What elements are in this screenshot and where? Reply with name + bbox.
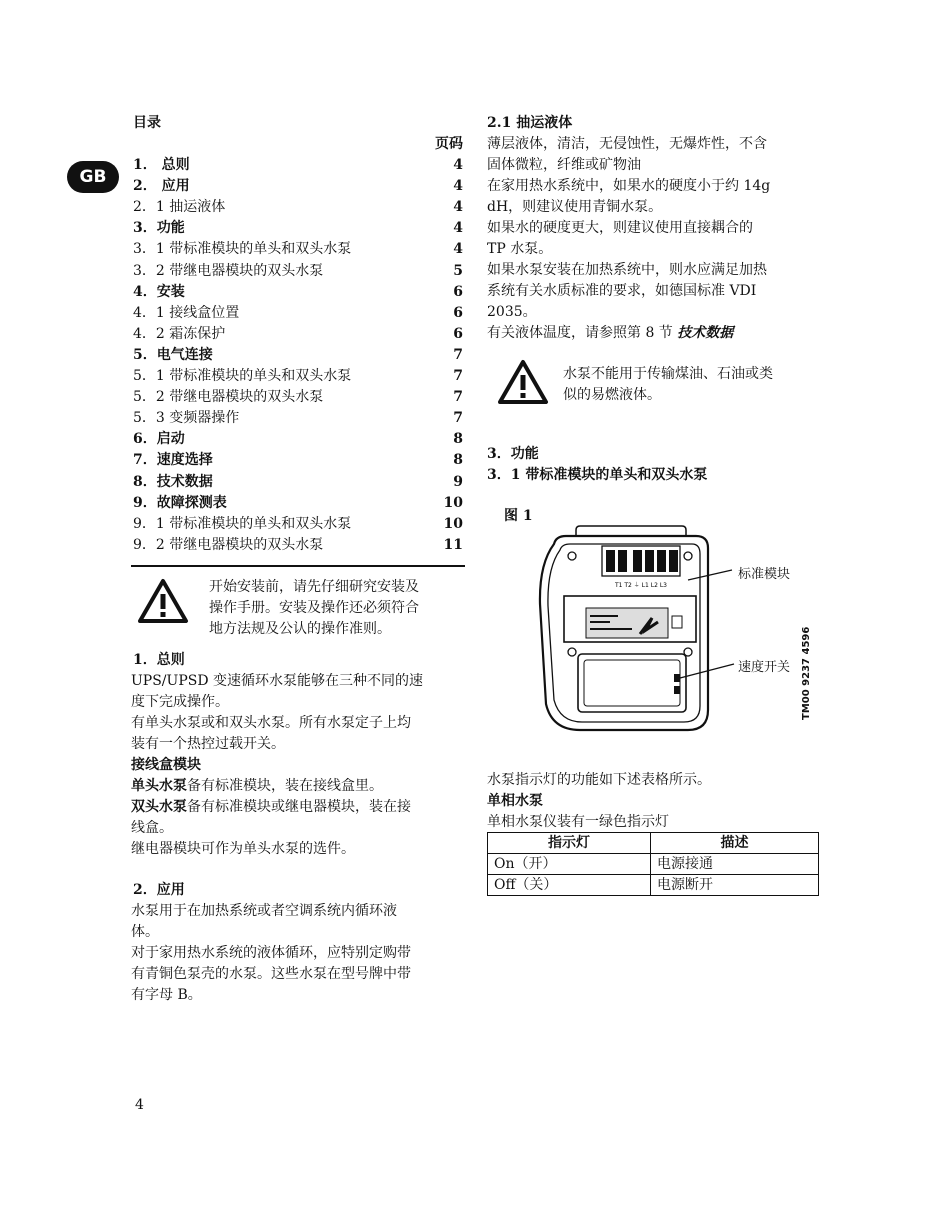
flammable-warning-text: 水泵不能用于传输煤油、石油或类 似的易燃液体。 xyxy=(563,366,773,403)
warning-icon xyxy=(497,359,549,405)
toc-entry xyxy=(133,197,463,218)
toc-entry-label: 3．2 带继电器模块的双头水泵 xyxy=(133,262,324,279)
table-cell: 电源接通 xyxy=(651,854,819,875)
toc-entry-page: 5 xyxy=(453,262,463,279)
toc-entry-label: 1． 总则 xyxy=(133,157,190,173)
toc-page-header: 页码 xyxy=(435,136,463,152)
toc-entry xyxy=(133,261,463,282)
toc-entry xyxy=(133,429,463,450)
toc-entry-page: 8 xyxy=(453,431,463,448)
toc-entry xyxy=(133,282,463,303)
table-row xyxy=(488,875,819,896)
toc-title: 目录 xyxy=(133,115,161,131)
toc-entry-page: 6 xyxy=(453,304,463,321)
figure-label: 图 1 xyxy=(504,508,533,524)
toc-entry-label: 3．1 带标准模块的单头和双头水泵 xyxy=(133,241,352,258)
section-2-1-heading: 2.1 抽运液体 xyxy=(487,115,573,131)
table-header-row xyxy=(488,833,819,854)
toc-entry-label: 9．1 带标准模块的单头和双头水泵 xyxy=(133,515,352,532)
toc-entry-page: 7 xyxy=(453,410,463,427)
toc-entry-page: 7 xyxy=(453,368,463,384)
toc-entry xyxy=(133,514,463,535)
section-3-1-heading: 3．1 带标准模块的单头和双头水泵 xyxy=(487,467,708,483)
section-2-body: 水泵用于在加热系统或者空调系统内循环液 体。 对于家用热水系统的液体循环，应特别定购带 有青铜色泵壳的水泵。这些水泵在型号牌中带 有字母 B。 xyxy=(131,903,411,1003)
divider xyxy=(131,565,465,567)
table-cell: Off（关） xyxy=(488,875,651,896)
toc-entry-label: 3．功能 xyxy=(133,220,185,237)
toc-entry-page: 4 xyxy=(453,220,463,237)
toc-entry-page: 4 xyxy=(453,178,463,195)
toc-entry-page: 6 xyxy=(453,283,463,300)
toc-entry-label: 5．1 带标准模块的单头和双头水泵 xyxy=(133,368,352,384)
toc-entry-page: 7 xyxy=(453,346,463,363)
install-warning-text: 开始安装前，请先仔细研究安装及 操作手册。安装及操作还必须符合 地方法规及公认的操作准则。 xyxy=(209,579,419,637)
toc-entry xyxy=(133,535,463,556)
toc-entry-label: 4．1 接线盒位置 xyxy=(133,304,240,321)
column-header: 描述 xyxy=(651,833,819,854)
language-badge: GB xyxy=(67,161,119,193)
section-3-heading: 3．功能 xyxy=(487,446,539,462)
figure-code: TM00 9237 4596 xyxy=(801,626,812,720)
terminal-box-figure xyxy=(536,524,806,736)
toc-entry-page: 8 xyxy=(453,452,463,469)
table-cell: 电源断开 xyxy=(651,875,819,896)
toc-entry xyxy=(133,176,463,197)
toc-entry-label: 9．2 带继电器模块的双头水泵 xyxy=(133,536,324,553)
toc-entry xyxy=(133,324,463,345)
toc-entry xyxy=(133,450,463,471)
toc-entry xyxy=(133,408,463,429)
toc-entry xyxy=(133,345,463,366)
toc-entry-page: 4 xyxy=(453,157,463,173)
column-header: 指示灯 xyxy=(488,833,651,854)
toc-entry-label: 6．启动 xyxy=(133,431,185,448)
toc-entry-page: 7 xyxy=(453,389,463,406)
toc-entry-page: 11 xyxy=(443,536,463,553)
toc-entry xyxy=(133,493,463,514)
toc-entry-label: 2．1 抽运液体 xyxy=(133,199,226,216)
table-row xyxy=(488,854,819,875)
toc-entry-page: 6 xyxy=(453,325,463,342)
toc-entry xyxy=(133,155,463,176)
page-number: 4 xyxy=(135,1097,144,1113)
toc-entry-label: 2． 应用 xyxy=(133,178,190,195)
terminal-box-heading: 接线盒模块 xyxy=(131,757,201,773)
toc-entry xyxy=(133,218,463,239)
toc-entry-label: 9．故障探测表 xyxy=(133,494,227,511)
toc-entry-page: 4 xyxy=(453,241,463,258)
toc-entry-page: 10 xyxy=(443,494,463,511)
toc-entry xyxy=(133,387,463,408)
toc-entry xyxy=(133,472,463,493)
toc-entry-label: 5．2 带继电器模块的双头水泵 xyxy=(133,389,324,406)
toc-entry-page: 9 xyxy=(453,473,463,490)
toc-entry-label: 8．技术数据 xyxy=(133,473,213,490)
section-1-body: UPS/UPSD 变速循环水泵能够在三种不同的速 度下完成操作。 有单头水泵或和双头水泵。所有水泵定子上均 装有一个热控过载开关。 接线盒模块 单头水泵备有标准模块，装在接线盒里。 双头水泵备有标准模块或继电器模块，装在接 线盒。 继电器模块可作为单头水泵的选件。 xyxy=(131,673,424,857)
toc-entry-page: 10 xyxy=(443,515,463,532)
toc-entry-label: 4．安装 xyxy=(133,283,185,300)
toc-entry-label: 7．速度选择 xyxy=(133,452,213,469)
terminal-labels: T1 T2 ⏚ L1 L2 L3 xyxy=(615,582,667,589)
section-2-1-body: 薄层液体，清洁，无侵蚀性，无爆炸性，不含 固体微粒，纤维或矿物油 在家用热水系统中，如果水的硬度小于约 14g dH，则建议使用青铜水泵。 如果水的硬度更大，则建议使用直接耦合的 TP 水泵。 如果水泵安装在加热系统中，则水应满足加热 系统有关水质标准的要求，如德国标准 VDI 2035。 有关液体温度，请参照第 8 节 技术数据 xyxy=(487,136,771,341)
toc-entry xyxy=(133,239,463,260)
indicator-table xyxy=(487,832,819,896)
toc-entry-label: 5．3 变频器操作 xyxy=(133,410,240,427)
toc-entry-label: 4．2 霜冻保护 xyxy=(133,325,226,342)
toc-entry-page: 4 xyxy=(453,199,463,216)
section-1-heading: 1．总则 xyxy=(133,652,185,668)
section-2-heading: 2．应用 xyxy=(133,882,185,898)
indicator-section: 水泵指示灯的功能如下述表格所示。 单相水泵 单相水泵仪装有一绿色指示灯 xyxy=(487,772,711,830)
toc-entry-label: 5．电气连接 xyxy=(133,346,213,363)
warning-icon xyxy=(137,578,189,624)
toc-entry xyxy=(133,303,463,324)
table-cell: On（开） xyxy=(488,854,651,875)
callout-standard-module: 标准模块 xyxy=(738,567,791,582)
toc-entry xyxy=(133,366,463,387)
callout-speed-switch: 速度开关 xyxy=(738,660,791,675)
